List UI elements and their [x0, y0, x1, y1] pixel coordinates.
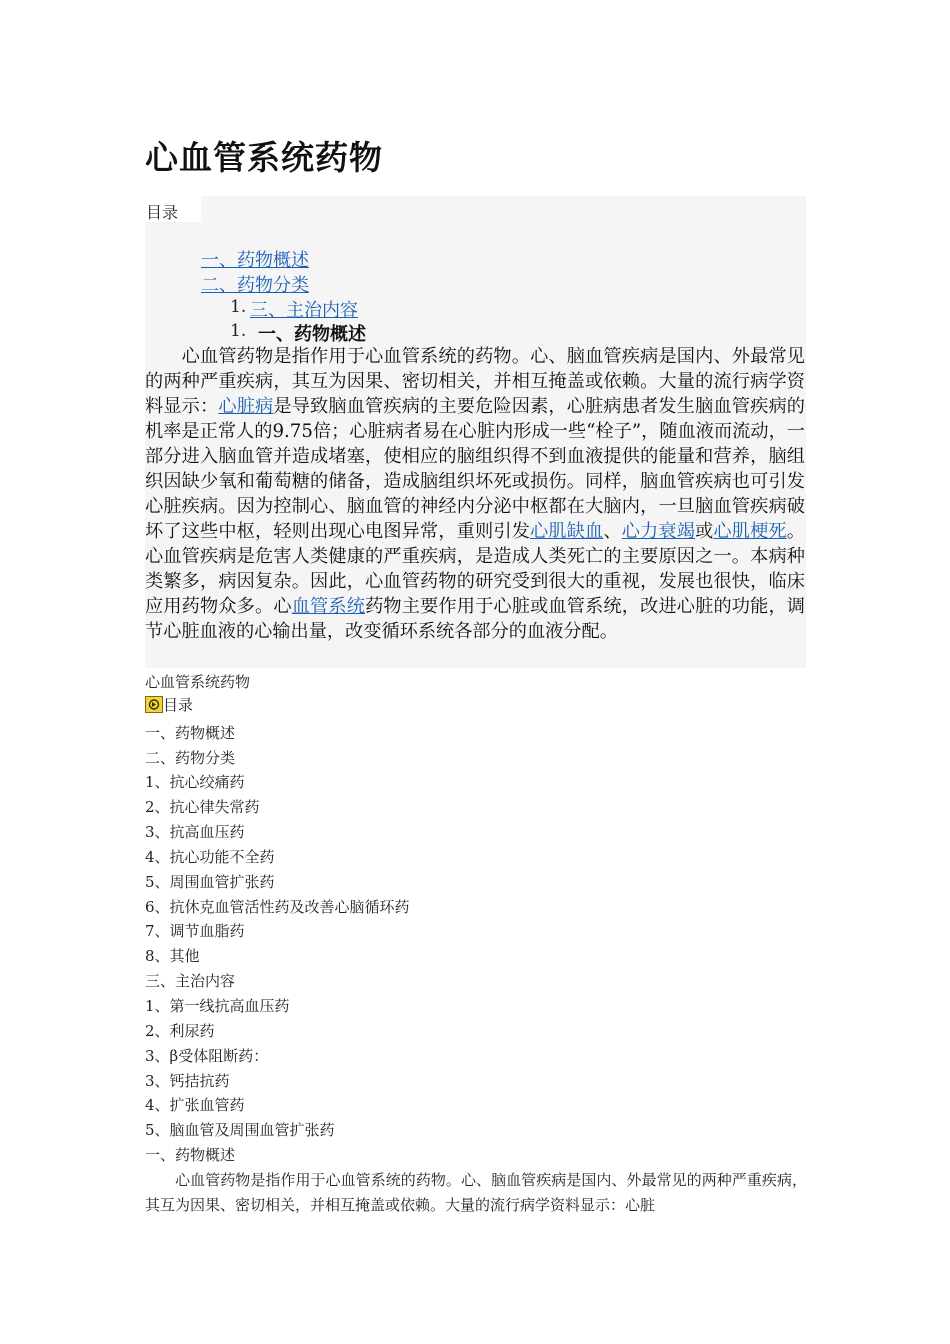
outline-line: 3、β受体阻断药：	[145, 1047, 269, 1065]
link-heart-disease[interactable]: 心脏病	[218, 396, 274, 417]
intro-text: 、	[603, 521, 622, 542]
outline-line: 二、药物分类	[145, 749, 236, 767]
link-myocardial-ischemia[interactable]: 心肌缺血	[530, 521, 604, 542]
toc-link-classification[interactable]: 二、药物分类	[201, 275, 309, 296]
toc-link-overview[interactable]: 一、药物概述	[201, 250, 309, 271]
outline-line: 4、扩张血管药	[145, 1096, 245, 1114]
outline-line: 4、抗心功能不全药	[145, 848, 275, 866]
outline-line: 三、主治内容	[145, 972, 236, 990]
link-vascular-system[interactable]: 血管系统	[291, 596, 366, 617]
intro-paragraph	[145, 344, 805, 644]
body-paragraph: 心血管药物是指作用于心血管系统的药物。心、脑血管疾病是国内、外最常见的两种严重疾病，其互为因果、密切相关，并相互掩盖或依赖。大量的流行病学资料显示：心脏	[145, 1171, 807, 1214]
section-heading-number: 1.	[230, 321, 247, 341]
outline-line: 6、抗休克血管活性药及改善心脑循环药	[145, 898, 410, 916]
outline-line: 5、脑血管及周围血管扩张药	[145, 1121, 335, 1139]
outline-doc-title: 心血管系统药物	[145, 673, 251, 691]
outline-line: 3、钙拮抗药	[145, 1072, 230, 1090]
outline-toc-row	[145, 694, 193, 715]
outline-line: 8、其他	[145, 947, 200, 965]
outline-toc-label: 目录	[163, 696, 194, 714]
intro-text: 或	[695, 521, 714, 542]
intro-text: 药物主要作用于心脏或血管系统，改进心脏的功能，调节心脏血液的心输出量，改变循环系统各部分的血液分配。	[145, 596, 805, 642]
page-title: 心血管系统药物	[145, 138, 383, 177]
intro-text: 是导致脑血管疾病的主要危险因素，心脏病患者发生脑血管疾病的机率是正常人的9.75倍；心脏病者易在心脏内形成一些“栓子”，随血液而流动，一部分进入脑血管并造成堵塞，使相应的脑组织得不到血液提供的能量和营养，脑组织因缺少氧和葡萄糖的储备，造成脑组织坏死或损伤。同样，脑血管疾病也可引发心脏疾病。因为控制心、脑血管的神经内分泌中枢都在大脑内，一旦脑血管疾病破坏了这些中枢，轻则出现心电图异常，重则引发	[145, 396, 805, 542]
outline-line: 一、药物概述	[145, 724, 236, 742]
outline-line: 2、利尿药	[145, 1022, 215, 1040]
outline-line: 2、抗心律失常药	[145, 798, 260, 816]
toc-link-indications[interactable]: 三、主治内容	[250, 300, 358, 321]
outline-line: 7、调节血脂药	[145, 922, 245, 940]
toc-label: 目录	[146, 203, 179, 222]
toc-toggle-icon[interactable]	[145, 696, 163, 713]
section-heading-overview: 一、药物概述	[258, 324, 366, 345]
intro-text: 心血管药物是指作用于心血管系统的药物。心、脑血管疾病是国内、外最常见的两种严重疾病，其互为因果、密切相关，并相互掩盖或依赖。大量的流行病学资料显示：	[145, 346, 805, 417]
toc-item-number: 1.	[230, 297, 247, 317]
link-heart-failure[interactable]: 心力衰竭	[621, 521, 696, 542]
link-myocardial-infarction[interactable]: 心肌梗死	[713, 521, 787, 542]
intro-text: 。心血管疾病是危害人类健康的严重疾病，是造成人类死亡的主要原因之一。本病种类繁多，病因复杂。因此，心血管药物的研究受到很大的重视，发展也很快，临床应用药物众多。心	[145, 521, 805, 617]
outline-line: 1、第一线抗高血压药	[145, 997, 290, 1015]
outline-line: 5、周围血管扩张药	[145, 873, 275, 891]
outline-line: 3、抗高血压药	[145, 823, 245, 841]
outline-line: 1、抗心绞痛药	[145, 773, 245, 791]
outline-line: 一、药物概述	[145, 1146, 236, 1164]
